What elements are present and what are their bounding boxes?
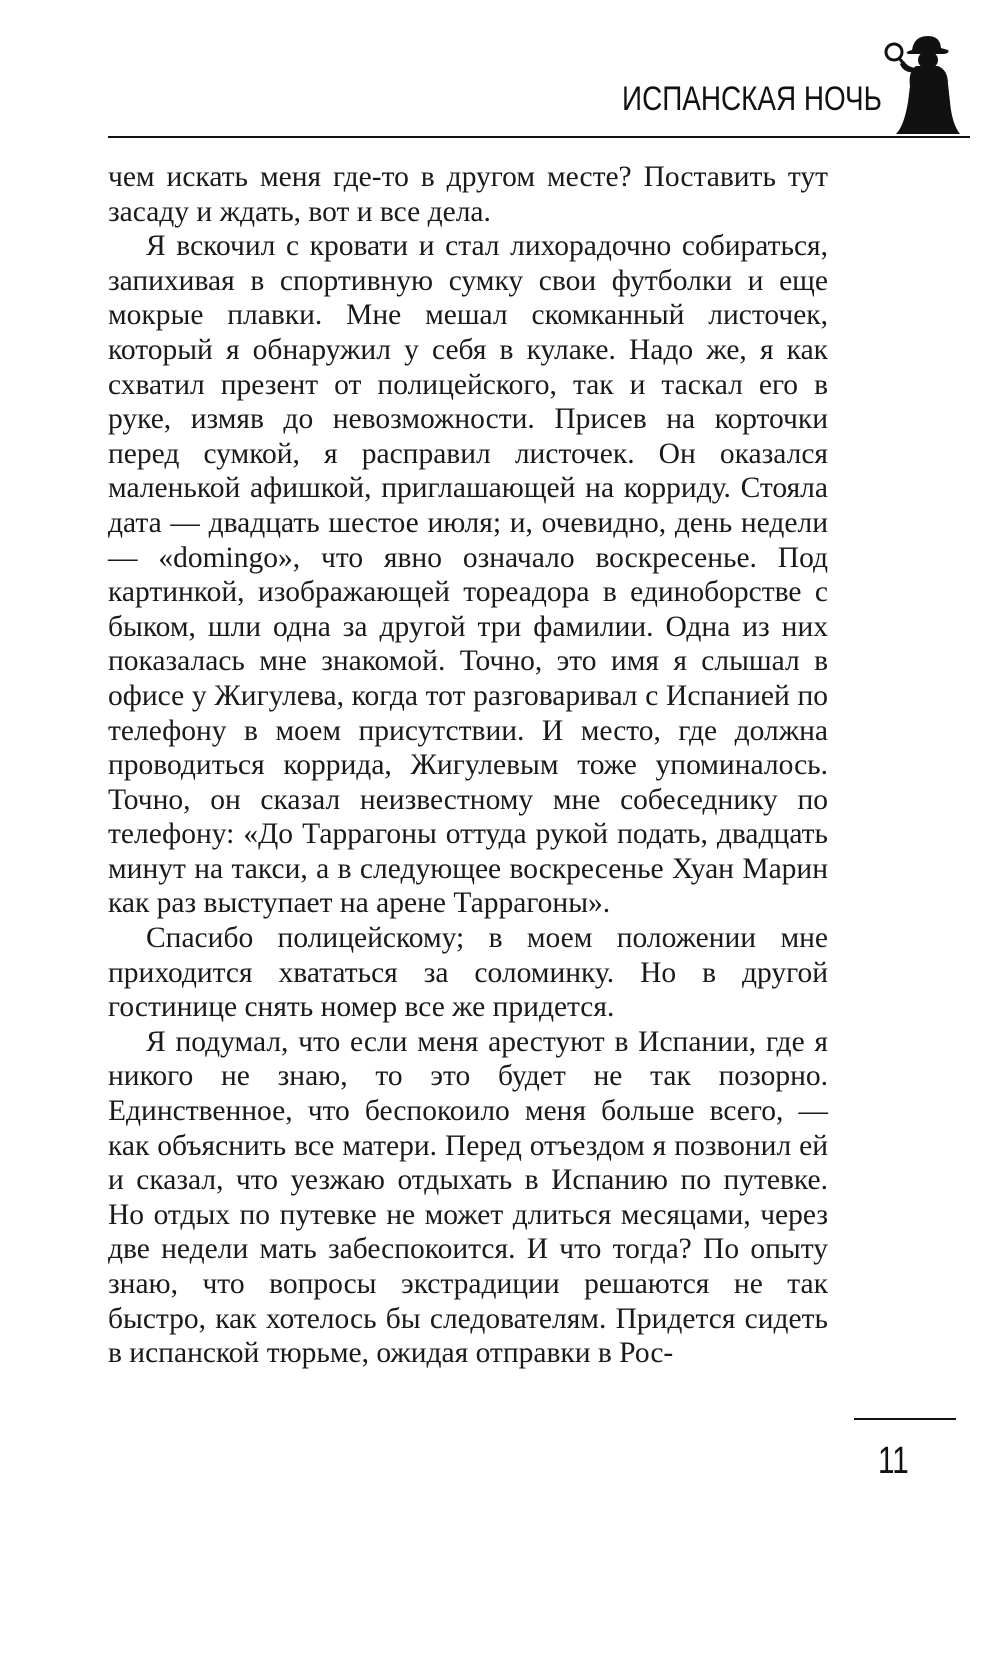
footer-rule [854,1418,956,1420]
running-title: ИСПАНСКАЯ НОЧЬ [622,80,882,118]
detective-silhouette-icon [878,28,970,138]
header-rule [108,136,970,138]
body-text [108,160,828,1371]
paragraph: Я вскочил с кровати и стал лихорадочно собираться, запихивая в спортивную сумку свои футболки и еще мокрые плавки. Мне мешал скомканный листочек, который я обнаружил у себя в кулаке. Надо же, я как схватил презент от полицейского, так и таскал его в руке, измяв до невозможности. Присев на корточки перед сумкой, я расправил листочек. Он оказался маленькой афишкой, приглашающей на корриду. Стояла дата — двадцать шестое июля; и, очевидно, день недели — «domingo», что явно означало воскресенье. Под картинкой, изображающей тореадора в единоборстве с быком, шли одна за другой три фамилии. Одна из них показалась мне знакомой. Точно, это имя я слышал в офисе у Жигулева, когда тот разговаривал с Испанией по телефону в моем присутствии. И место, где должна проводиться коррида, Жигулевым тоже упоминалось. Точно, он сказал неизвестному мне собеседнику по телефону: «До Таррагоны оттуда рукой подать, двадцать минут на такси, а в следующее воскресенье Хуан Марин как раз выступает на арене Таррагоны». [108,230,828,920]
page-header [0,0,1000,150]
paragraph: Спасибо полицейскому; в моем положении мне приходится хвататься за соломинку. Но в другой гостинице снять номер все же придется. [108,922,828,1024]
page-number: 11 [878,1440,909,1482]
paragraph: Я подумал, что если меня арестуют в Испании, где я никого не знаю, то это будет не так позорно. Единственное, что беспокоило меня больше всего, — как объяснить все матери. Перед отъездом я позвонил ей и сказал, что уезжаю отдыхать в Испанию по путевке. Но отдых по путевке не может длиться месяцами, через две недели мать забеспокоится. И что тогда? По опыту знаю, что вопросы экстрадиции решаются не так быстро, как хотелось бы следователям. Придется сидеть в испанской тюрьме, ожидая отправки в Рос- [108,1025,828,1370]
paragraph: чем искать меня где-то в другом месте? Поставить тут засаду и ждать, вот и все дела. [108,161,828,228]
